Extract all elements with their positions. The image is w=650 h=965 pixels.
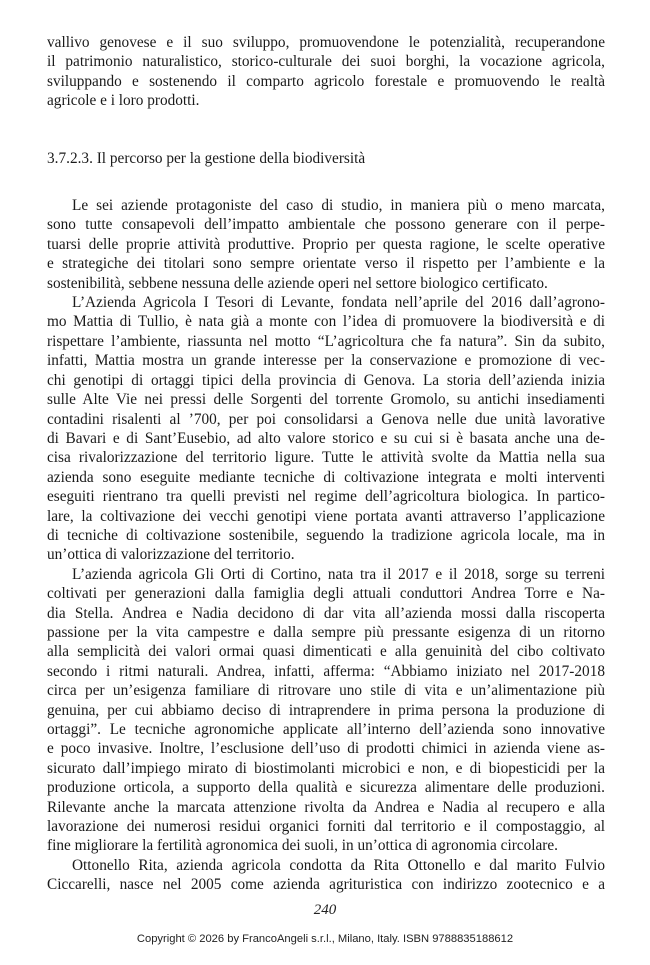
text-line: chi genotipi di ortaggi tipici della provincia di Genova. La storia dell’azienda inizia [47,371,605,389]
text-line: contadini risalenti al ’700, per poi consolidarsi a Genova nelle due unità lavorative [47,410,605,428]
text-line: Ciccarelli, nasce nel 2005 come azienda agrituristica con indirizzo zootecnico e a [47,876,605,894]
text-line: azienda sono eseguite mediante tecniche di coltivazione integrata e molti interventi [47,468,605,486]
text-line: coltivati per generazioni dalla famiglia degli attuali conduttori Andrea Torre e Na- [47,585,605,603]
text-line: circa per un’esigenza familiare di ritrovare uno stile di vita e un’alimentazione più [47,682,605,700]
text-line: fine migliorare la fertilità agronomica dei suoli, in un’ottica di agronomia circolare. [47,837,558,855]
text-line: lavorazione dei numerosi residui organici forniti dal territorio e il compostaggio, al [47,818,605,836]
text-line: un’ottica di valorizzazione del territorio. [47,546,295,564]
text-line: ortaggi”. Le tecniche agronomiche applicate all’interno dell’azienda sono innovative [47,721,605,738]
paragraph [47,856,605,895]
text-line: il patrimonio naturalistico, storico-culturale dei suoi borghi, la vocazione agricola, [47,53,605,71]
paragraph [47,565,605,856]
text-line: alla semplicità dei valori ormai quasi dimenticati e alla genuinità del cibo coltivato [47,643,605,661]
text-line: passione per la vita campestre e dalla sempre più pressante esigenza di un ritorno [47,623,605,641]
copyright-notice: Copyright © 2026 by FrancoAngeli s.r.l., Milano, Italy. ISBN 9788835188612 [136,933,514,945]
paragraph [47,196,605,293]
text-line: e strategiche dei titolari sono sempre orientate verso il rispetto per l’ambiente e la [47,255,605,273]
intro-paragraph [47,33,605,111]
text-line: di Bavari e di Sant’Eusebio, ad alto valore storico e su cui si è basata anche una de- [47,429,605,447]
text-line: secondo i ritmi naturali. Andrea, infatti, afferma: “Abbiamo iniziato nel 2017-2018 [47,662,605,680]
text-line: sviluppando e sostenendo il comparto agricolo forestale e promuovendo le realtà [47,72,605,90]
text-line: tuarsi delle proprie attività produttive. Proprio per questa ragione, le scelte operative [47,235,605,253]
text-line: sostenibilità, sebbene nessuna delle aziende operi nel settore biologico certificato. [47,274,548,292]
text-line: produzione orticola, a supporto della qualità e sicurezza alimentare delle produzioni. [47,779,605,797]
text-line: dia Stella. Andrea e Nadia decidono di dar vita all’azienda mossi dalla riscoperta [47,604,605,622]
text-line: mo Mattia di Tullio, è nata già a monte con l’idea di promuovere la biodiversità e di [47,313,605,331]
paragraph [47,293,605,565]
text-line: vallivo genovese e il suo sviluppo, promuovendone le potenzialità, recuperandone [47,34,605,51]
page-number: 240 [313,902,337,918]
text-line: L’Azienda Agricola I Tesori di Levante, fondata nell’aprile del 2016 dall’agrono- [72,294,605,312]
page-body [47,33,605,895]
body-paragraphs [47,196,605,895]
section-heading: 3.7.2.3. Il percorso per la gestione della biodiversità [47,149,366,167]
text-line: L’azienda agricola Gli Orti di Cortino, nata tra il 2017 e il 2018, sorge su terreni [72,565,605,583]
text-line: genuina, per cui abbiamo deciso di intraprendere in prima persona la produzione di [47,701,605,719]
text-line: lare, la coltivazione dei vecchi genotipi viene portata avanti attraverso l’applicazione [47,507,605,525]
text-line: sicurato dall’impiego mirato di biostimolanti microbici e non, e di biopesticidi per la [47,759,605,777]
text-line: Le sei aziende protagoniste del caso di studio, in maniera più o meno marcata, [72,197,605,215]
text-line: sono tutte consapevoli dell’impatto ambientale che possono generare con il perpe- [47,216,605,234]
text-line: cisa rivalorizzazione del territorio ligure. Tutte le attività svolte da Mattia nella sua [47,449,605,467]
text-line: Rilevante anche la marcata attenzione rivolta da Andrea e Nadia al recupero e alla [47,798,605,816]
text-line: eseguiti rientrano tra quelli previsti nel regime dell’agricoltura biologica. In partico- [47,488,605,506]
text-line: Ottonello Rita, azienda agricola condotta da Rita Ottonello e dal marito Fulvio [72,856,605,874]
text-line: rispettare l’ambiente, riassunta nel motto “L’agricoltura che fa natura”. Sin da subito, [47,332,605,350]
text-line: agricole e i loro prodotti. [47,92,200,110]
text-line: sulle Alte Vie nei pressi delle Sorgenti del torrente Gromolo, su antichi insediamenti [47,391,605,409]
text-line: infatti, Mattia mostra un grande interesse per la conservazione e promozione di vec- [47,352,605,370]
text-line: di tecniche di coltivazione sostenibile, seguendo la tradizione agricola locale, ma in [47,526,605,544]
text-line: e poco invasive. Inoltre, l’esclusione dell’uso di prodotti chimici in azienda viene as- [47,740,605,758]
